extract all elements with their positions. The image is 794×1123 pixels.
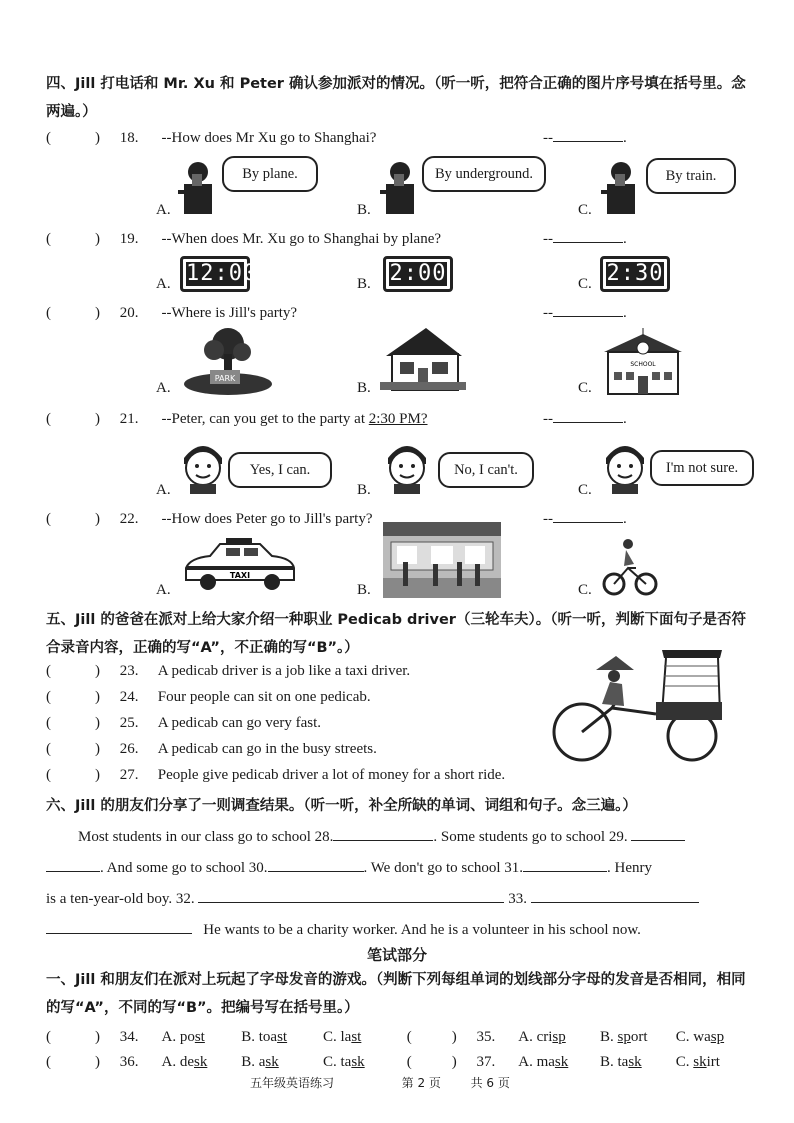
- question-number: 26.: [119, 741, 139, 757]
- word-option-c: C. last: [323, 1029, 362, 1045]
- answer-paren[interactable]: ( ): [46, 411, 100, 427]
- speech-bubble-by-train: By train.: [646, 158, 736, 194]
- question-24: [46, 686, 371, 708]
- answer-paren[interactable]: ( ): [46, 663, 100, 679]
- digital-clock-230: 2:30: [600, 256, 670, 292]
- fill-paragraph-line-3: is a ten-year-old boy. 32. 33.: [46, 884, 756, 915]
- blank-30[interactable]: [268, 857, 364, 872]
- question-36-37: [46, 1051, 766, 1073]
- speech-bubble-not-sure: I'm not sure.: [650, 450, 754, 486]
- taxi-sign: TAXI: [229, 571, 251, 580]
- phone-person-icon: [174, 160, 222, 216]
- answer-paren[interactable]: ( ): [46, 231, 100, 247]
- footer-page-number: 第 2 页: [401, 1076, 441, 1090]
- phone-person-icon: [376, 160, 424, 216]
- option-c-label: C.: [578, 380, 592, 396]
- answer-paren[interactable]: ( ): [406, 1029, 457, 1045]
- question-text: --Peter, can you get to the party at: [161, 411, 369, 427]
- blank-29-start[interactable]: [631, 826, 685, 841]
- subway-station-icon: [383, 522, 501, 598]
- bicycle-rider-icon: [600, 538, 660, 598]
- question-number: 22.: [119, 511, 139, 527]
- option-b-label: B.: [357, 582, 371, 598]
- question-number: 34.: [119, 1029, 139, 1045]
- speech-bubble-yes: Yes, I can.: [228, 452, 332, 488]
- option-b-label: B.: [357, 276, 371, 292]
- fill-paragraph-line-4: He wants to be a charity worker. And he is a volunteer in his school now.: [46, 915, 756, 946]
- option-c-label: C.: [578, 582, 592, 598]
- question-21: [46, 408, 428, 430]
- word-option-a: A. desk: [161, 1054, 208, 1070]
- question-text: Four people can sit on one pedicab.: [157, 689, 371, 705]
- question-number: 37.: [476, 1054, 496, 1070]
- question-text: --How does Mr Xu go to Shanghai?: [161, 130, 377, 146]
- question-number: 20.: [119, 305, 139, 321]
- answer-paren[interactable]: ( ): [406, 1054, 457, 1070]
- digital-clock-200: 2:00: [383, 256, 453, 292]
- answer-line-20[interactable]: -- .: [543, 302, 627, 324]
- school-sign: SCHOOL: [630, 361, 656, 368]
- option-a-label: A.: [156, 276, 171, 292]
- answer-paren[interactable]: ( ): [46, 1054, 100, 1070]
- section-4-title: 四、Jill 打电话和 Mr. Xu 和 Peter 确认参加派对的情况。（听一听，把符合正确的图片序号填在括号里。念两遍。）: [46, 76, 746, 120]
- blank-32[interactable]: [198, 888, 504, 903]
- question-20: [46, 302, 297, 324]
- answer-paren[interactable]: ( ): [46, 130, 100, 146]
- question-18: [46, 127, 376, 149]
- option-c-label: C.: [578, 276, 592, 292]
- speech-bubble-by-underground: By underground.: [422, 156, 546, 192]
- word-option-a: A. crisp: [518, 1029, 566, 1045]
- fill-paragraph-line-1: Most students in our class go to school 28. . Some students go to school 29.: [78, 822, 758, 853]
- option-b-label: B.: [357, 380, 371, 396]
- option-c-label: C.: [578, 202, 592, 218]
- option-a-label: A.: [156, 380, 171, 396]
- question-number: 36.: [119, 1054, 139, 1070]
- question-23: [46, 660, 410, 682]
- question-number: 25.: [119, 715, 139, 731]
- question-number: 23.: [119, 663, 139, 679]
- question-25: [46, 712, 321, 734]
- answer-paren[interactable]: ( ): [46, 1029, 100, 1045]
- section-6-title: 六、Jill 的朋友们分享了一则调查结果。（听一听，补全所缺的单词、词组和句子。念三遍。）: [46, 798, 637, 814]
- park-sign: PARK: [214, 374, 236, 383]
- phone-person-icon: [597, 160, 645, 216]
- question-text: --Where is Jill's party?: [161, 305, 298, 321]
- question-number: 19.: [119, 231, 139, 247]
- pedicab-icon: [552, 642, 726, 766]
- answer-paren[interactable]: ( ): [46, 741, 100, 757]
- question-number: 27.: [119, 767, 139, 783]
- question-34-35: [46, 1026, 766, 1048]
- word-option-b: B. task: [600, 1054, 642, 1070]
- option-b-label: B.: [357, 202, 371, 218]
- option-a-label: A.: [156, 582, 171, 598]
- question-text: A pedicab can go very fast.: [157, 715, 322, 731]
- word-option-b: B. toast: [241, 1029, 288, 1045]
- house-icon: [380, 322, 466, 392]
- question-number: 21.: [119, 411, 139, 427]
- boy-face-icon: [178, 438, 228, 494]
- section-5-title: 五、Jill 的爸爸在派对上给大家介绍一种职业 Pedicab driver（三轮车夫）。（听一听，判断下面句子是否符合录音内容，正确的写“A”，不正确的写“B”。）: [46, 612, 746, 656]
- question-text: People give pedicab driver a lot of money for a short ride.: [157, 767, 506, 783]
- answer-paren[interactable]: ( ): [46, 511, 100, 527]
- word-option-c: C. skirt: [675, 1054, 720, 1070]
- underlined-time: 2:30 PM?: [368, 411, 428, 427]
- question-number: 24.: [119, 689, 139, 705]
- answer-line-18[interactable]: -- .: [543, 127, 627, 149]
- answer-line-19[interactable]: -- .: [543, 228, 627, 250]
- written-section-1-title: 一、Jill 和朋友们在派对上玩起了字母发音的游戏。（判断下列每组单词的划线部分字母的发音是否相同，相同的写“A”，不同的写“B”。把编号写在括号里。）: [46, 972, 746, 1016]
- blank-33-end[interactable]: [46, 919, 192, 934]
- option-c-label: C.: [578, 482, 592, 498]
- answer-paren[interactable]: ( ): [46, 305, 100, 321]
- written-part-title: 笔试部分: [366, 946, 427, 964]
- boy-face-icon: [600, 438, 650, 494]
- speech-bubble-by-plane: By plane.: [222, 156, 318, 192]
- question-text: --When does Mr. Xu go to Shanghai by plane?: [161, 231, 442, 247]
- option-a-label: A.: [156, 202, 171, 218]
- digital-clock-1200: 12:00: [180, 256, 250, 292]
- question-text: A pedicab can go in the busy streets.: [157, 741, 377, 757]
- blank-29-end[interactable]: [46, 857, 100, 872]
- question-19: [46, 228, 441, 250]
- blank-28[interactable]: [333, 826, 433, 841]
- speech-bubble-no: No, I can't.: [438, 452, 534, 488]
- question-27: [46, 764, 505, 786]
- blank-31[interactable]: [523, 857, 607, 872]
- answer-paren[interactable]: ( ): [46, 715, 100, 731]
- option-a-label: A.: [156, 482, 171, 498]
- boy-face-icon: [382, 438, 432, 494]
- question-text: A pedicab driver is a job like a taxi driver.: [157, 663, 411, 679]
- page-footer: [250, 1074, 510, 1091]
- question-number: 35.: [476, 1029, 496, 1045]
- school-icon: [600, 326, 686, 396]
- answer-paren[interactable]: ( ): [46, 689, 100, 705]
- word-option-b: B. ask: [241, 1054, 279, 1070]
- answer-line-22[interactable]: -- .: [543, 508, 627, 530]
- word-option-a: A. mask: [518, 1054, 569, 1070]
- question-text: --How does Peter go to Jill's party?: [161, 511, 373, 527]
- word-option-b: B. sport: [600, 1029, 648, 1045]
- word-option-a: A. post: [161, 1029, 205, 1045]
- option-b-label: B.: [357, 482, 371, 498]
- question-number: 18.: [119, 130, 139, 146]
- blank-33-start[interactable]: [531, 888, 699, 903]
- footer-total-pages: 共 6 页: [470, 1076, 510, 1090]
- question-22: [46, 508, 373, 530]
- answer-line-21[interactable]: -- .: [543, 408, 627, 430]
- taxi-icon: [180, 538, 298, 594]
- answer-paren[interactable]: ( ): [46, 767, 100, 783]
- question-26: [46, 738, 377, 760]
- park-icon: [182, 326, 274, 396]
- fill-paragraph-line-2: . And some go to school 30. . We don't go to school 31. . Henry: [46, 853, 756, 884]
- footer-grade: 五年级英语练习: [250, 1076, 335, 1090]
- word-option-c: C. task: [323, 1054, 365, 1070]
- word-option-c: C. wasp: [675, 1029, 725, 1045]
